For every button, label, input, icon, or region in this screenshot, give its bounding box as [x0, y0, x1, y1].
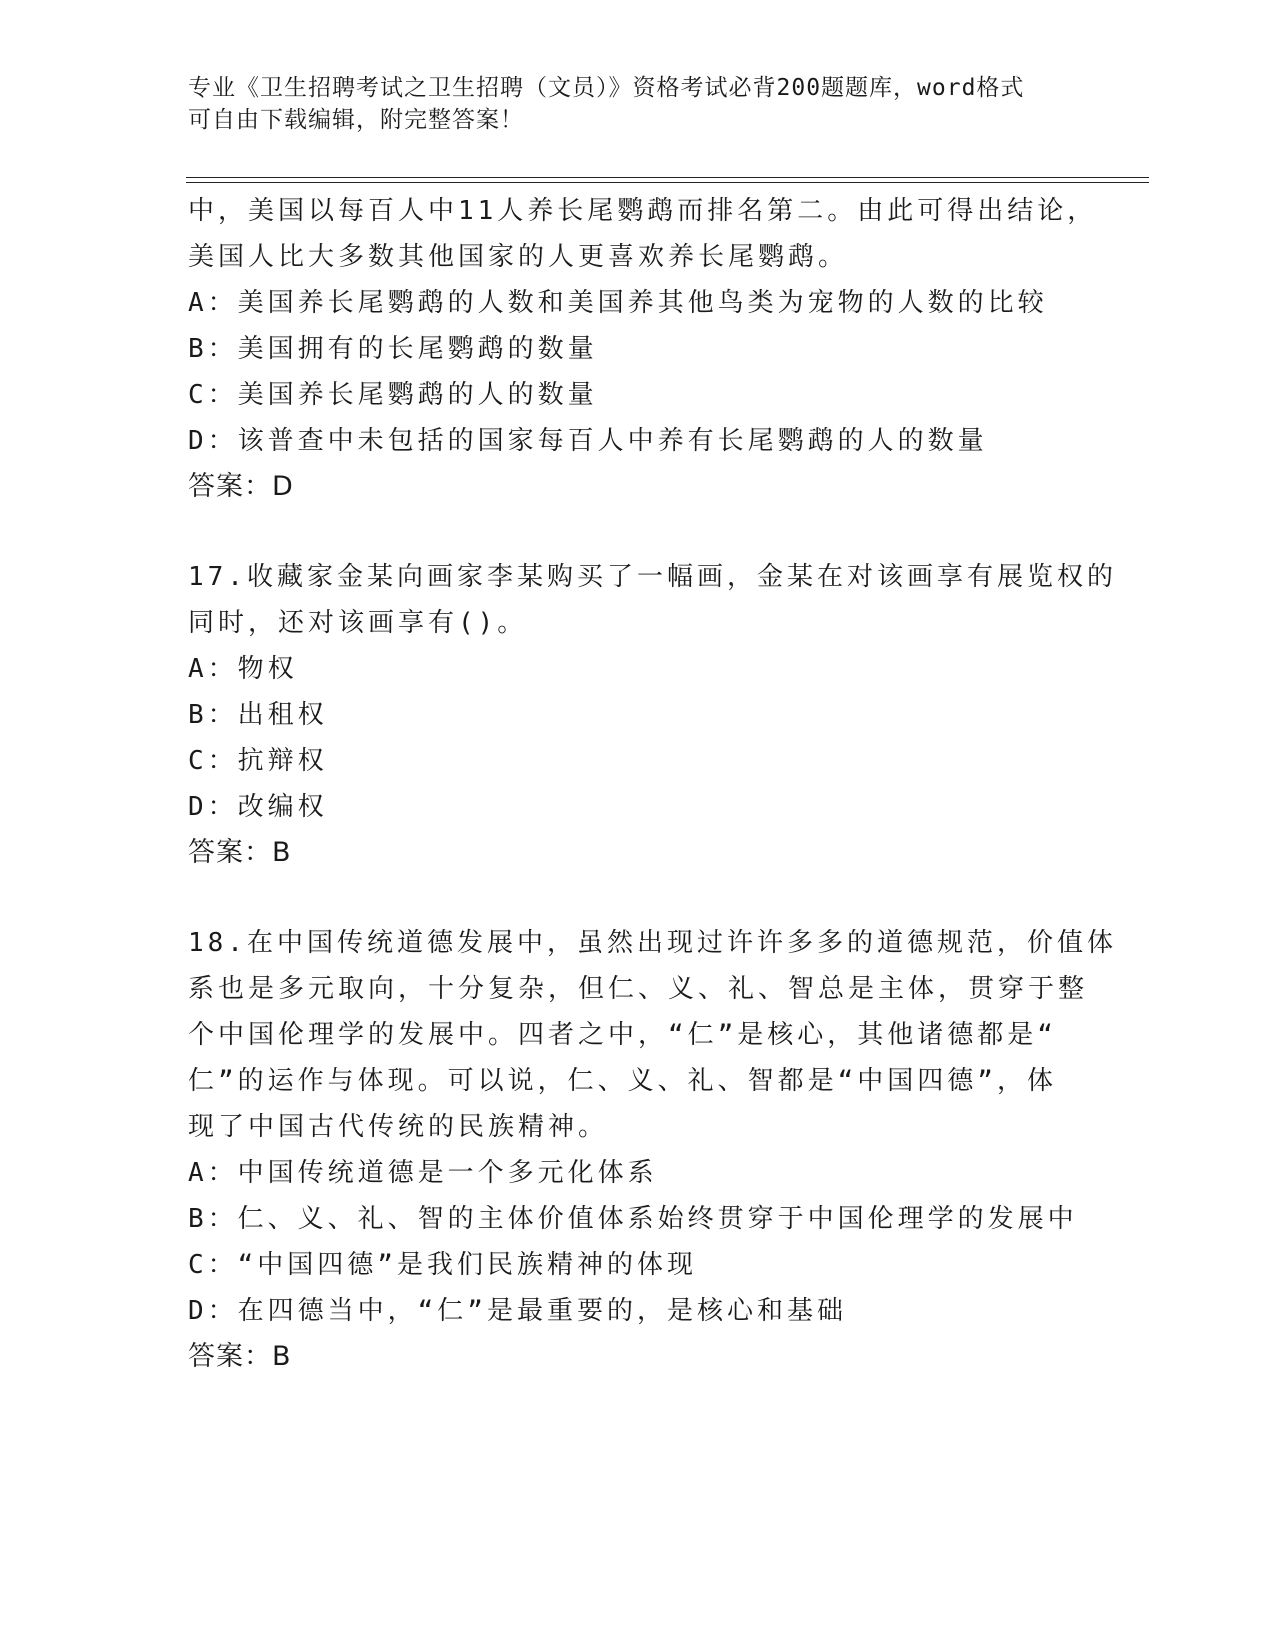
option-d: D：改编权	[188, 792, 328, 822]
question-stem-line: 现了中国古代传统的民族精神。	[188, 1112, 609, 1142]
question-18	[188, 920, 1117, 1380]
option-c: C：抗辩权	[188, 746, 328, 776]
question-stem-line: 个中国伦理学的发展中。四者之中，“仁”是核心，其他诸德都是“	[188, 1020, 1057, 1050]
question-stem-line: 仁”的运作与体现。可以说，仁、义、礼、智都是“中国四德”，体	[188, 1066, 1057, 1096]
document-header	[188, 72, 1068, 136]
option-c: C：“中国四德”是我们民族精神的体现	[188, 1250, 697, 1280]
header-divider-bottom	[186, 182, 1149, 183]
question-stem-line: 17.收藏家金某向画家李某购买了一幅画，金某在对该画享有展览权的	[188, 562, 1117, 592]
question-stem-line: 中，美国以每百人中11人养长尾鹦鹉而排名第二。由此可得出结论，	[188, 196, 1098, 226]
header-divider-top	[186, 177, 1149, 178]
question-stem-line: 系也是多元取向，十分复杂，但仁、义、礼、智总是主体，贯穿于整	[188, 974, 1089, 1004]
question-stem-line: 美国人比大多数其他国家的人更喜欢养长尾鹦鹉。	[188, 242, 849, 272]
spacer	[188, 876, 1088, 920]
option-a: A：物权	[188, 654, 298, 684]
question-stem-line: 同时，还对该画享有()。	[188, 608, 528, 638]
option-d: D：该普查中未包括的国家每百人中养有长尾鹦鹉的人的数量	[188, 426, 988, 456]
question-16	[188, 188, 1098, 510]
header-line-2: 可自由下载编辑，附完整答案！	[188, 107, 524, 133]
answer-line: 答案：D	[188, 471, 294, 502]
question-17	[188, 554, 1117, 876]
option-d: D：在四德当中，“仁”是最重要的，是核心和基础	[188, 1296, 847, 1326]
header-line-1: 专业《卫生招聘考试之卫生招聘（文员）》资格考试必背200题题库，word格式	[188, 75, 1025, 101]
question-body	[188, 188, 1117, 1380]
option-a: A：美国养长尾鹦鹉的人数和美国养其他鸟类为宠物的人数的比较	[188, 288, 1048, 318]
option-a: A：中国传统道德是一个多元化体系	[188, 1158, 658, 1188]
option-b: B：仁、义、礼、智的主体价值体系始终贯穿于中国伦理学的发展中	[188, 1204, 1078, 1234]
answer-line: 答案：B	[188, 837, 292, 868]
spacer	[188, 510, 1088, 554]
question-stem-line: 18.在中国传统道德发展中，虽然出现过许许多多的道德规范，价值体	[188, 928, 1117, 958]
answer-line: 答案：B	[188, 1341, 292, 1372]
option-b: B：美国拥有的长尾鹦鹉的数量	[188, 334, 598, 364]
option-c: C：美国养长尾鹦鹉的人的数量	[188, 380, 598, 410]
option-b: B：出租权	[188, 700, 328, 730]
